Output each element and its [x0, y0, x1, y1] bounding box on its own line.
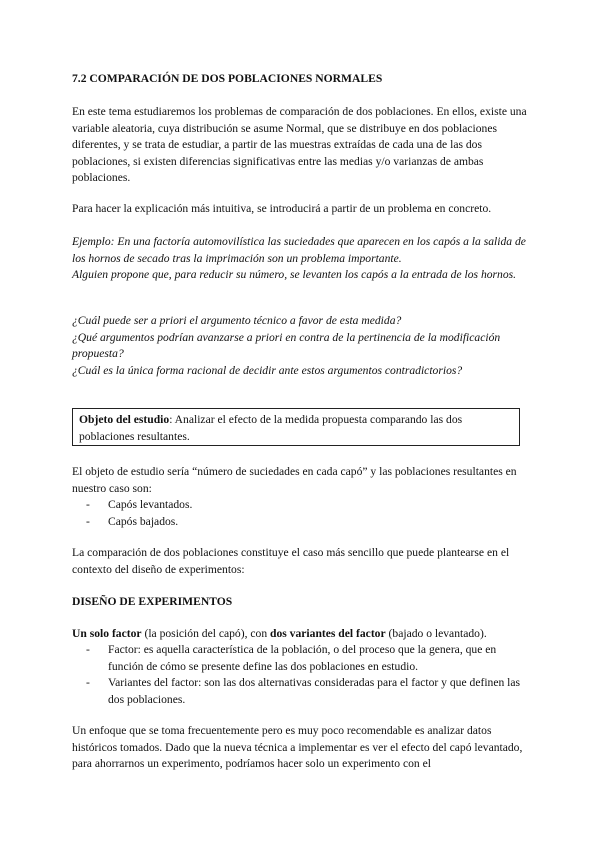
study-object-text: : Analizar el efecto de la medida propuesta comparando las dos poblaciones resultantes. — [79, 413, 463, 443]
explanation-paragraph: Para hacer la explicación más intuitiva, se introducirá a partir de un problema en concreto. — [72, 202, 492, 215]
factor-bold-1: Un solo factor — [72, 627, 142, 640]
definition-factor: Factor: es aquella característica de la población, o del proceso que la genera, que en función de cómo se presente define las dos poblaciones en estudio. — [108, 643, 497, 673]
list-item — [86, 497, 526, 514]
design-heading: DISEÑO DE EXPERIMENTOS — [72, 595, 233, 608]
comparison-paragraph: La comparación de dos poblaciones constituye el caso más sencillo que puede plantearse en el contexto del diseño de experimentos: — [72, 546, 510, 576]
list-dash: - — [86, 514, 90, 528]
list-item — [86, 642, 526, 675]
factor-end: (bajado o levantado). — [385, 627, 487, 640]
definitions-list — [86, 642, 526, 708]
population-1: Capós levantados. — [108, 498, 193, 511]
list-item — [86, 514, 526, 531]
list-item — [86, 675, 526, 708]
intro-paragraph: En este tema estudiaremos los problemas de comparación de dos poblaciones. En ellos, existe una variable aleatoria, cuya distribución se asume Normal, que se distribuye en dos poblaciones diferentes, y se trata de estudiar, a partir de las muestras extraídas de cada una de las dos poblaciones, si existen diferencias significativas entre las medias y/o varianzas de ambas poblaciones. — [72, 105, 527, 184]
example-line-1: Ejemplo: En una factoría automovilística las suciedades que aparecen en los capós a la salida de los hornos de secado tras la imprimación son un problema importante. — [72, 235, 526, 265]
question-3: ¿Cuál es la única forma racional de decidir ante estos argumentos contradictorios? — [72, 363, 463, 377]
list-dash: - — [86, 643, 90, 656]
list-dash: - — [86, 676, 90, 689]
example-line-2: Alguien propone que, para reducir su número, se levanten los capós a la entrada de los hornos. — [72, 268, 517, 281]
study-object-label: Objeto del estudio — [79, 413, 170, 426]
question-2: ¿Qué argumentos podrían avanzarse a priori en contra de la pertinencia de la modificación propuesta? — [72, 330, 501, 360]
factor-mid: (la posición del capó), con — [141, 627, 271, 640]
definition-variants: Variantes del factor: son las dos alternativas consideradas para el factor y que definen las dos poblaciones. — [108, 676, 521, 706]
example-block — [72, 234, 532, 284]
section-title: 7.2 COMPARACIÓN DE DOS POBLACIONES NORMALES — [72, 72, 383, 85]
list-dash: - — [86, 498, 90, 511]
populations-list — [86, 497, 526, 530]
factor-line — [72, 626, 532, 643]
question-1: ¿Cuál puede ser a priori el argumento técnico a favor de esta medida? — [72, 314, 402, 327]
factor-bold-2: dos variantes del factor — [270, 627, 386, 640]
questions-block — [72, 313, 532, 379]
study-object-box — [72, 408, 520, 446]
object-paragraph: El objeto de estudio sería “número de suciedades en cada capó” y las poblaciones resultantes en nuestro caso son: — [72, 465, 517, 495]
final-paragraph: Un enfoque que se toma frecuentemente pero es muy poco recomendable es analizar datos históricos tomados. Dado que la nueva técnica a implementar es ver el efecto del capó levantado, para ahorrarnos un experimento, podríamos hacer solo un experimento con el — [72, 724, 523, 770]
population-2: Capós bajados. — [108, 514, 179, 528]
